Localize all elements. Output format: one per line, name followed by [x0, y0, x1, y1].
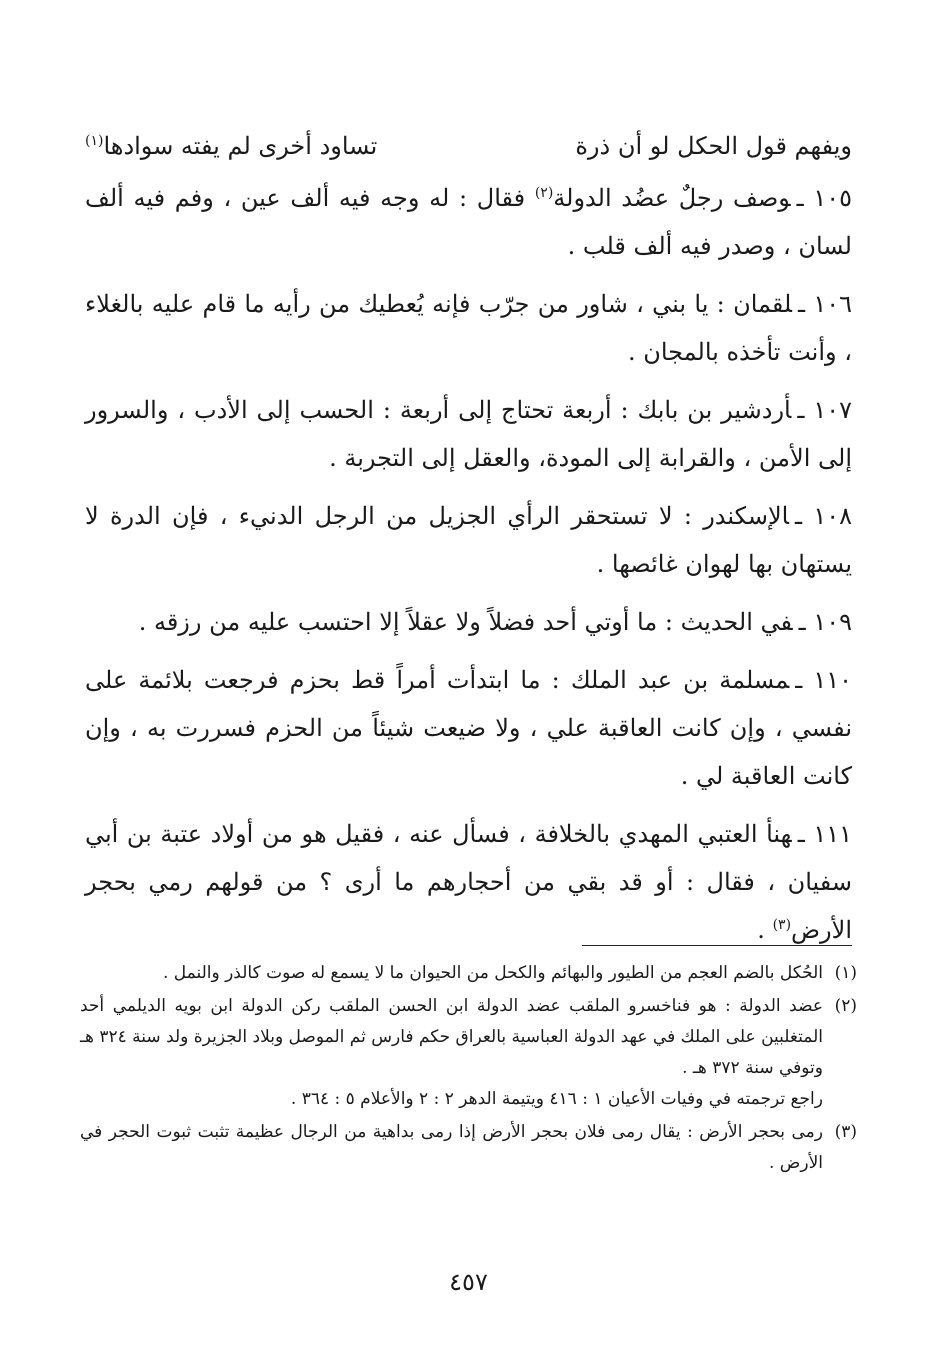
- footnote-mark: (٣): [834, 1122, 857, 1142]
- entry-108: [85, 492, 852, 588]
- entry-number: ١١٠ ـ: [795, 666, 852, 694]
- entry-text: مسلمة بن عبد الملك : ما ابتدأت أمراً قط بحزم فرجعت بلائمة على نفسي ، وإن كانت العاقبة علي ، ولا ضيعت شيئاً من الحزم فسررت به ، وإن كانت العاقبة لي .: [85, 666, 852, 790]
- footnote-text: رمى بحجر الأرض : يقال رمى فلان بحجر الأرض إذا رمى بداهية من الرجال عظيمة تثبت ثبوت الحجر في الأرض .: [80, 1122, 823, 1173]
- verse-hemistich-second: تساود أخرى لم يفته سوادها$^{(١)}$: [85, 132, 378, 160]
- footnote-text: الحُكل بالضم العجم من الطيور والبهائم والكحل من الحيوان ما لا يسمع له صوت كالذر والنمل .: [162, 963, 823, 983]
- footnote-body: [80, 991, 823, 1115]
- footnote-ref-3: (٣): [772, 917, 792, 933]
- entry-text: فقال : له وجه فيه ألف عين ، وفم فيه ألف لسان ، وصدر فيه ألف قلب .: [85, 184, 852, 260]
- entry-text: وصف رجلٌ عضُد الدولة: [553, 184, 791, 212]
- entry-number: ١٠٨ ـ: [795, 502, 852, 530]
- entry-111: [85, 810, 852, 954]
- entry-number: ١٠٩ ـ: [798, 608, 852, 636]
- footnote-ref-2: (٢): [534, 185, 554, 201]
- entry-number: ١٠٧ ـ: [797, 396, 852, 424]
- main-text: [85, 122, 852, 964]
- entry-text: الإسكندر : لا تستحقر الرأي الجزيل من الرجل الدنيء ، فإن الدرة لا يستهان بها لهوان غائصها .: [85, 502, 852, 578]
- footnote-text: عضد الدولة : هو فناخسرو الملقب عضد الدولة ابن الحسن الملقب ركن الدولة ابن بويه الديلمي أحد المتغلبين على الملك في عهد الدولة العباسية بالعراق حكم فارس ثم الموصل وبلاد الجزيرة ولد سنة ٣٢٤ هـ وتوفي سنة ٣٧٢ هـ .: [80, 996, 823, 1078]
- page-number: ٤٥٧: [449, 1268, 488, 1296]
- verse-line: [85, 122, 852, 170]
- entry-109: [85, 598, 852, 646]
- entry-number: ١٠٦ ـ: [797, 290, 852, 318]
- entry-number: ١١١ ـ: [797, 820, 852, 848]
- footnote-mark: (٢): [834, 996, 857, 1016]
- entry-number: ١٠٥ ـ: [796, 184, 853, 212]
- footnote-mark: (١): [834, 963, 857, 983]
- entry-105: [85, 174, 852, 270]
- footnote-body: [80, 1117, 823, 1179]
- entry-text: أردشير بن بابك : أربعة تحتاج إلى أربعة : الحسب إلى الأدب ، والسرور إلى الأمن ، والقرابة إلى المودة، والعقل إلى التجربة .: [85, 396, 852, 472]
- footnotes: [80, 958, 857, 1181]
- footnote-body: [80, 958, 823, 989]
- entry-106: [85, 280, 852, 376]
- entry-107: [85, 386, 852, 482]
- footnote-text: راجع ترجمته في وفيات الأعيان ١ : ٤١٦ ويتيمة الدهر ٢ : ٢ والأعلام ٥ : ٣٦٤ .: [290, 1089, 823, 1109]
- verse-hemistich-first: ويفهم قول الحكل لو أن ذرة: [575, 132, 852, 160]
- entry-110: [85, 656, 852, 800]
- entry-text: هنأ العتبي المهدي بالخلافة ، فسأل عنه ، فقيل هو من أولاد عتبة بن أبي سفيان ، فقال : أو قد بقي من أحجارهم ما أرى ؟ من قولهم رمي بحجر الأرض: [85, 820, 852, 944]
- footnote-ref-1: (١): [85, 133, 104, 149]
- footnote-1: [80, 958, 857, 989]
- entry-text: لقمان : يا بني ، شاور من جرّب فإنه يُعطيك من رأيه ما قام عليه بالغلاء ، وأنت تأخذه بالمجان .: [85, 290, 852, 366]
- entry-text: في الحديث : ما أوتي أحد فضلاً ولا عقلاً إلا احتسب عليه من رزقه .: [138, 608, 793, 636]
- footnote-2: [80, 991, 857, 1115]
- entry-text: .: [757, 916, 773, 944]
- footnote-3: [80, 1117, 857, 1179]
- footnote-separator: [582, 945, 852, 946]
